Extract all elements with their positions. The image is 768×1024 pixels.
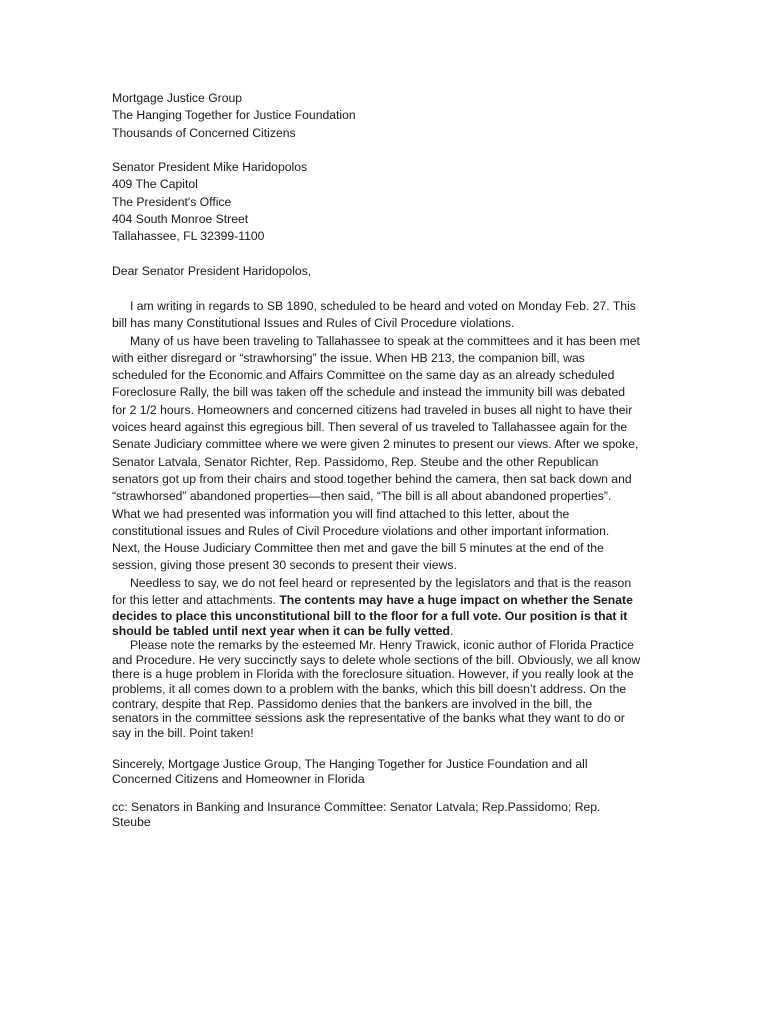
cc-list bbox=[112, 800, 660, 829]
body-line: problems, it all comes down to a problem with the banks, which this bill doesn’t address. On the bbox=[112, 681, 627, 696]
sender-line: The Hanging Together for Justice Foundation bbox=[112, 108, 356, 123]
body-line: Foreclosure Rally, the bill was taken off the schedule and instead the immunity bill was debated bbox=[112, 385, 626, 400]
body-line: with either disregard or “strawhorsing” the issue. When HB 213, the companion bill, was bbox=[112, 350, 585, 365]
closing-line: Sincerely, Mortgage Justice Group, The Hanging Together for Justice Foundation and all bbox=[112, 757, 588, 771]
recipient-block bbox=[112, 159, 660, 245]
body-line: senators in the committee sessions ask the representative of the banks what they want to do or bbox=[112, 711, 625, 726]
emphasis-text: The contents may have a huge impact on whether the Senate bbox=[279, 593, 633, 608]
recipient-line: 409 The Capitol bbox=[112, 177, 198, 192]
salutation-text: Dear Senator President Haridopolos, bbox=[112, 264, 312, 278]
body-line: I am writing in regards to SB 1890, scheduled to be heard and voted on Monday Feb. 27. This bbox=[130, 299, 636, 313]
body-line: voices heard against this egregious bill. Then several of us traveled to Tallahassee again for the bbox=[112, 420, 628, 435]
body-line: Next, the House Judiciary Committee then met and gave the bill 5 minutes at the end of the bbox=[112, 541, 604, 556]
sender-line: Mortgage Justice Group bbox=[112, 91, 243, 105]
body-line bbox=[112, 592, 660, 609]
body-line: for 2 1/2 hours. Homeowners and concerned citizens had traveled in buses all night to have their bbox=[112, 402, 633, 417]
cc-line: cc: Senators in Banking and Insurance Committee: Senator Latvala; Rep.Passidomo; Rep. bbox=[112, 800, 601, 814]
recipient-line: The President's Office bbox=[112, 194, 232, 209]
body-line bbox=[112, 609, 660, 624]
salutation bbox=[112, 263, 660, 280]
recipient-line: Tallahassee, FL 32399-1100 bbox=[112, 229, 265, 244]
sender-block bbox=[112, 90, 660, 142]
body-line: Senate Judiciary committee where we were given 2 minutes to present our views. After we spoke, bbox=[112, 437, 639, 452]
cc-line: Steube bbox=[112, 814, 151, 829]
letter-body-main bbox=[112, 298, 660, 609]
letter-body-continued bbox=[112, 609, 660, 740]
body-line: session, giving those present 30 seconds to present their views. bbox=[112, 558, 457, 573]
recipient-line: 404 South Monroe Street bbox=[112, 211, 249, 226]
body-line: senators got up from their chairs and stood together behind the camera, then sat back down and bbox=[112, 471, 632, 486]
body-text: . bbox=[449, 623, 454, 638]
sender-line: Thousands of Concerned Citizens bbox=[112, 125, 296, 140]
body-line: What we had presented was information you will find attached to this letter, about the bbox=[112, 506, 570, 521]
emphasis-text: decides to place this unconstitutional bill to the floor for a full vote. Our position is that it bbox=[112, 609, 628, 623]
body-line: Please note the remarks by the esteemed Mr. Henry Trawick, iconic author of Florida Practice bbox=[130, 638, 634, 653]
body-line: and Procedure. He very succinctly says to delete whole sections of the bill. Obviously, we all know bbox=[112, 652, 641, 667]
body-line: there is a huge problem in Florida with the foreclosure situation. However, if you really look at the bbox=[112, 667, 634, 682]
body-line bbox=[112, 624, 660, 639]
body-line: contrary, despite that Rep. Passidomo denies that the bankers are involved in the bill, the bbox=[112, 696, 593, 711]
closing-line: Concerned Citizens and Homeowner in Florida bbox=[112, 771, 365, 786]
body-line: “strawhorsed” abandoned properties—then said, “The bill is all about abandoned properties”. bbox=[112, 489, 612, 504]
closing bbox=[112, 757, 660, 786]
body-line: bill has many Constitutional Issues and Rules of Civil Procedure violations. bbox=[112, 316, 515, 331]
body-line: Many of us have been traveling to Tallahassee to speak at the committees and it has been met bbox=[130, 333, 640, 348]
recipient-line: Senator President Mike Haridopolos bbox=[112, 160, 308, 174]
body-line: Senator Latvala, Senator Richter, Rep. Passidomo, Rep. Steube and the other Republican bbox=[112, 454, 599, 469]
emphasis-text: should be tabled until next year when it can be fully vetted bbox=[112, 623, 450, 638]
body-text: for this letter and attachments. bbox=[112, 593, 280, 608]
body-line: constitutional issues and Rules of Civil Procedure violations and other important information. bbox=[112, 523, 610, 538]
body-line: Needless to say, we do not feel heard or represented by the legislators and that is the reason bbox=[130, 575, 632, 590]
body-line: say in the bill. Point taken! bbox=[112, 725, 254, 740]
body-line: scheduled for the Economic and Affairs Committee on the same day as an already scheduled bbox=[112, 368, 615, 383]
